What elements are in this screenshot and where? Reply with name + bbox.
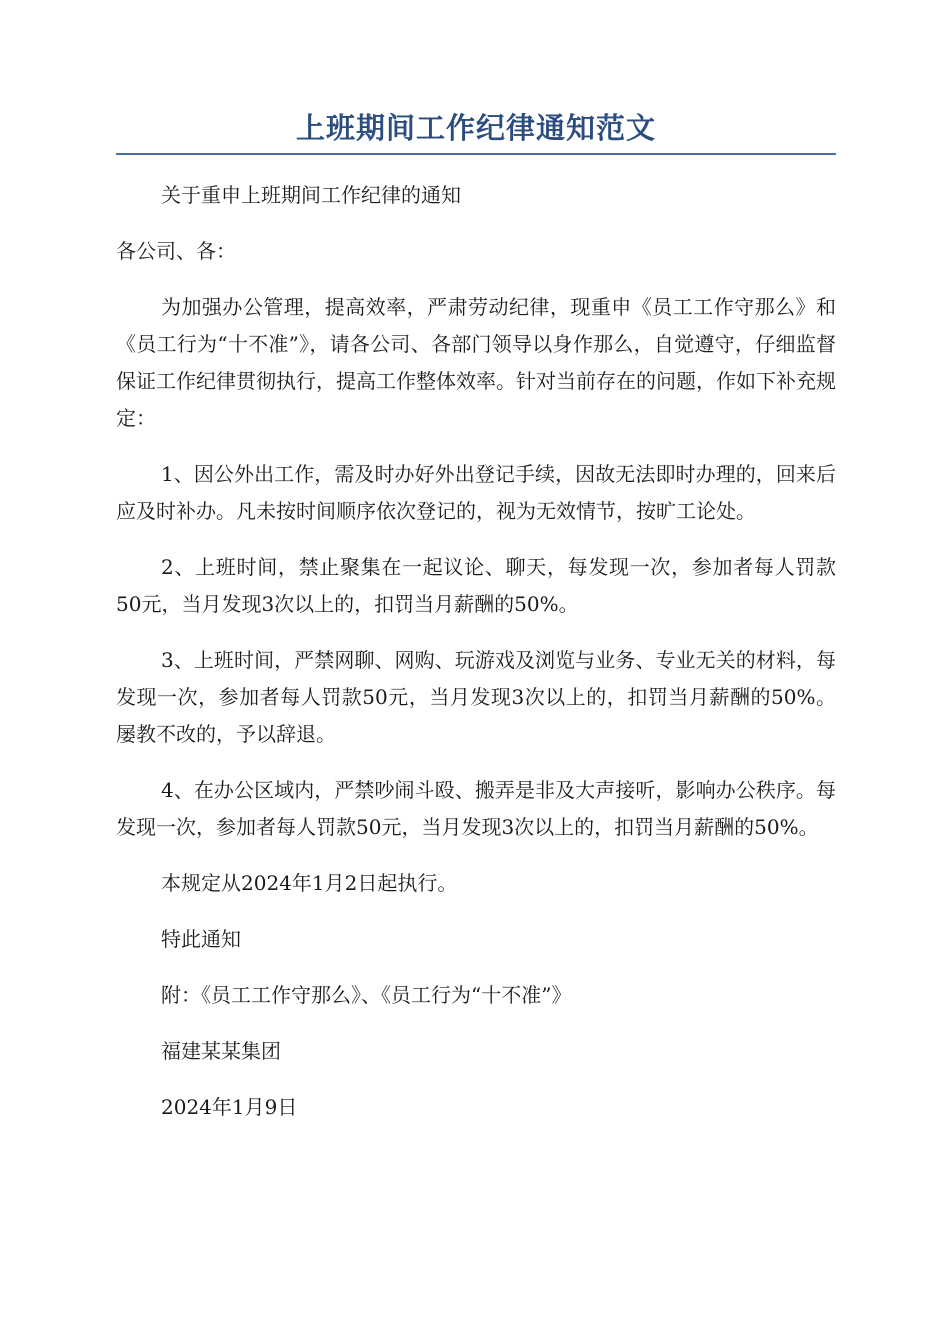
rule-item: 2、上班时间，禁止聚集在一起议论、聊天，每发现一次，参加者每人罚款50元，当月发现3次以上的，扣罚当月薪酬的50%。 bbox=[116, 555, 836, 616]
intro-paragraph: 为加强办公管理，提高效率，严肃劳动纪律，现重申《员工工作守那么》和《员工行为“十不准”》，请各公司、各部门领导以身作那么，自觉遵守，仔细监督保证工作纪律贯彻执行，提高工作整体效率。针对当前存在的问题，作如下补充规定： bbox=[116, 295, 836, 430]
rule-item: 1、因公外出工作，需及时办好外出登记手续，因故无法即时办理的，回来后应及时补办。凡未按时间顺序依次登记的，视为无效情节，按旷工论处。 bbox=[116, 462, 836, 523]
title-underline bbox=[116, 153, 836, 155]
effective-date-line: 本规定从2024年1月2日起执行。 bbox=[161, 871, 458, 895]
signature-org: 福建某某集团 bbox=[161, 1039, 281, 1063]
rule-item: 4、在办公区域内，严禁吵闹斗殴、搬弄是非及大声接听，影响办公秩序。每发现一次，参加者每人罚款50元，当月发现3次以上的，扣罚当月薪酬的50%。 bbox=[116, 778, 836, 839]
salutation: 各公司、各： bbox=[116, 239, 236, 263]
notice-subtitle: 关于重申上班期间工作纪律的通知 bbox=[161, 183, 461, 207]
attachment-line: 附：《员工工作守那么》、《员工行为“十不准”》 bbox=[161, 983, 572, 1007]
signature-date: 2024年1月9日 bbox=[161, 1095, 298, 1119]
notice-closing: 特此通知 bbox=[161, 927, 241, 951]
document-page bbox=[116, 108, 836, 1126]
document-title: 上班期间工作纪律通知范文 bbox=[295, 111, 656, 145]
rule-item: 3、上班时间，严禁网聊、网购、玩游戏及浏览与业务、专业无关的材料，每发现一次，参加者每人罚款50元，当月发现3次以上的，扣罚当月薪酬的50%。屡教不改的，予以辞退。 bbox=[116, 648, 836, 746]
